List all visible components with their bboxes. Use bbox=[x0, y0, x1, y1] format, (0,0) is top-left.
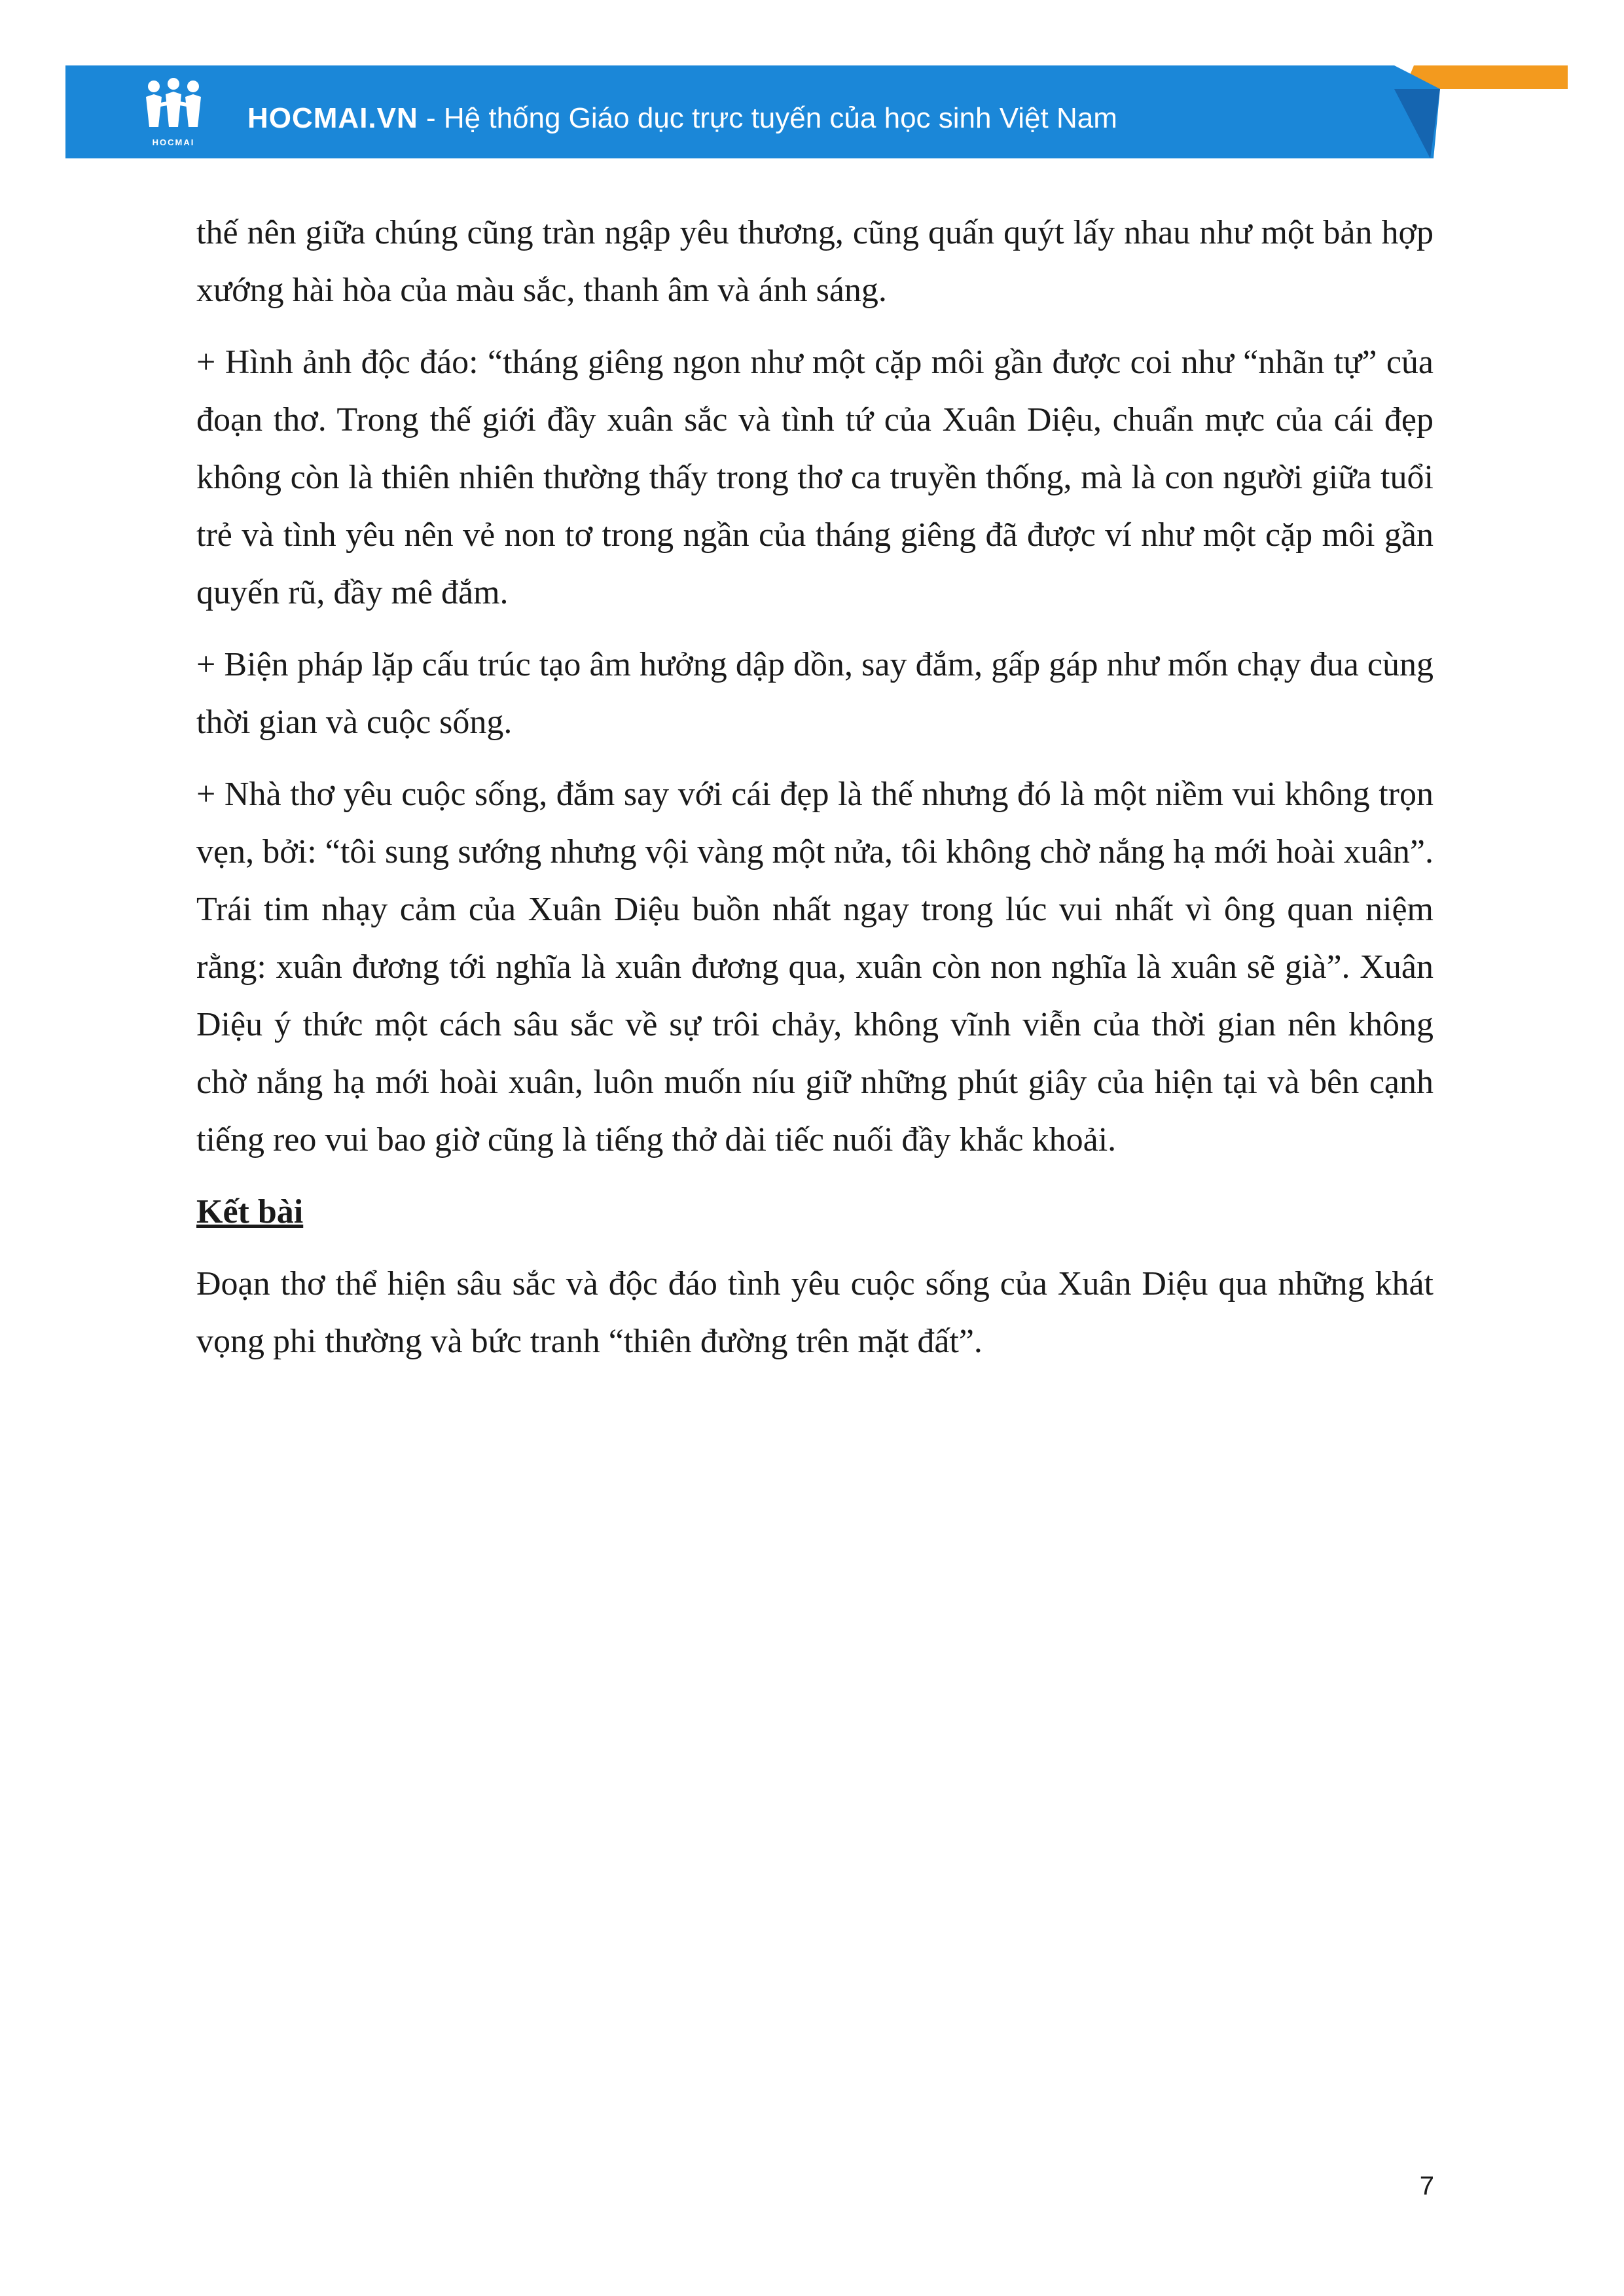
paragraph-continuation: thế nên giữa chúng cũng tràn ngập yêu thương, cũng quấn quýt lấy nhau như một bản hợp xướng hài hòa của màu sắc, thanh âm và ánh sáng. bbox=[196, 214, 1434, 309]
logo-caption: HOCMAI bbox=[152, 137, 195, 147]
paragraph-repetition-device: + Biện pháp lặp cấu trúc tạo âm hưởng dập dồn, say đắm, gấp gáp như mốn chạy đua cùng thời gian và cuộc sống. bbox=[196, 646, 1434, 741]
page-number: 7 bbox=[1419, 2172, 1434, 2200]
brand-tagline: - Hệ thống Giáo dục trực tuyến của học sinh Việt Nam bbox=[418, 102, 1117, 134]
header-banner bbox=[0, 0, 1624, 170]
brand-name: HOCMAI.VN bbox=[247, 102, 418, 134]
hocmai-logo bbox=[141, 77, 206, 151]
conclusion-paragraph: Đoạn thơ thể hiện sâu sắc và độc đáo tình yêu cuộc sống của Xuân Diệu qua những khát vọng phi thường và bức tranh “thiên đường trên mặt đất”. bbox=[196, 1265, 1434, 1360]
conclusion-heading: Kết bài bbox=[196, 1193, 304, 1230]
paragraph-unique-image: + Hình ảnh độc đáo: “tháng giêng ngon như một cặp môi gần được coi như “nhãn tự” của đoạn thơ. Trong thế giới đầy xuân sắc và tình tứ của Xuân Diệu, chuẩn mực của cái đẹp không còn là thiên nhiên thường thấy trong thơ ca truyền thống, mà là con người giữa tuổi trẻ và tình yêu nên vẻ non tơ trong ngần của tháng giêng đã được ví như một cặp môi gần quyến rũ, đầy mê đắm. bbox=[196, 344, 1434, 611]
document-body bbox=[196, 204, 1434, 1385]
page-header bbox=[0, 0, 1624, 170]
paragraph-poet-love-of-life: + Nhà thơ yêu cuộc sống, đắm say với cái đẹp là thế nhưng đó là một niềm vui không trọn vẹn, bởi: “tôi sung sướng nhưng vội vàng một nửa, tôi không chờ nắng hạ mới hoài xuân”. Trái tim nhạy cảm của Xuân Diệu buồn nhất ngay trong lúc vui nhất vì ông quan niệm rằng: xuân đương tới nghĩa là xuân đương qua, xuân còn non nghĩa là xuân sẽ già”. Xuân Diệu ý thức một cách sâu sắc về sự trôi chảy, không vĩnh viễn của thời gian nên không chờ nắng hạ mới hoài xuân, luôn muốn níu giữ những phút giây của hiện tại và bên cạnh tiếng reo vui bao giờ cũng là tiếng thở dài tiếc nuối đầy khắc khoải. bbox=[196, 776, 1434, 1158]
header-title bbox=[247, 97, 1117, 140]
